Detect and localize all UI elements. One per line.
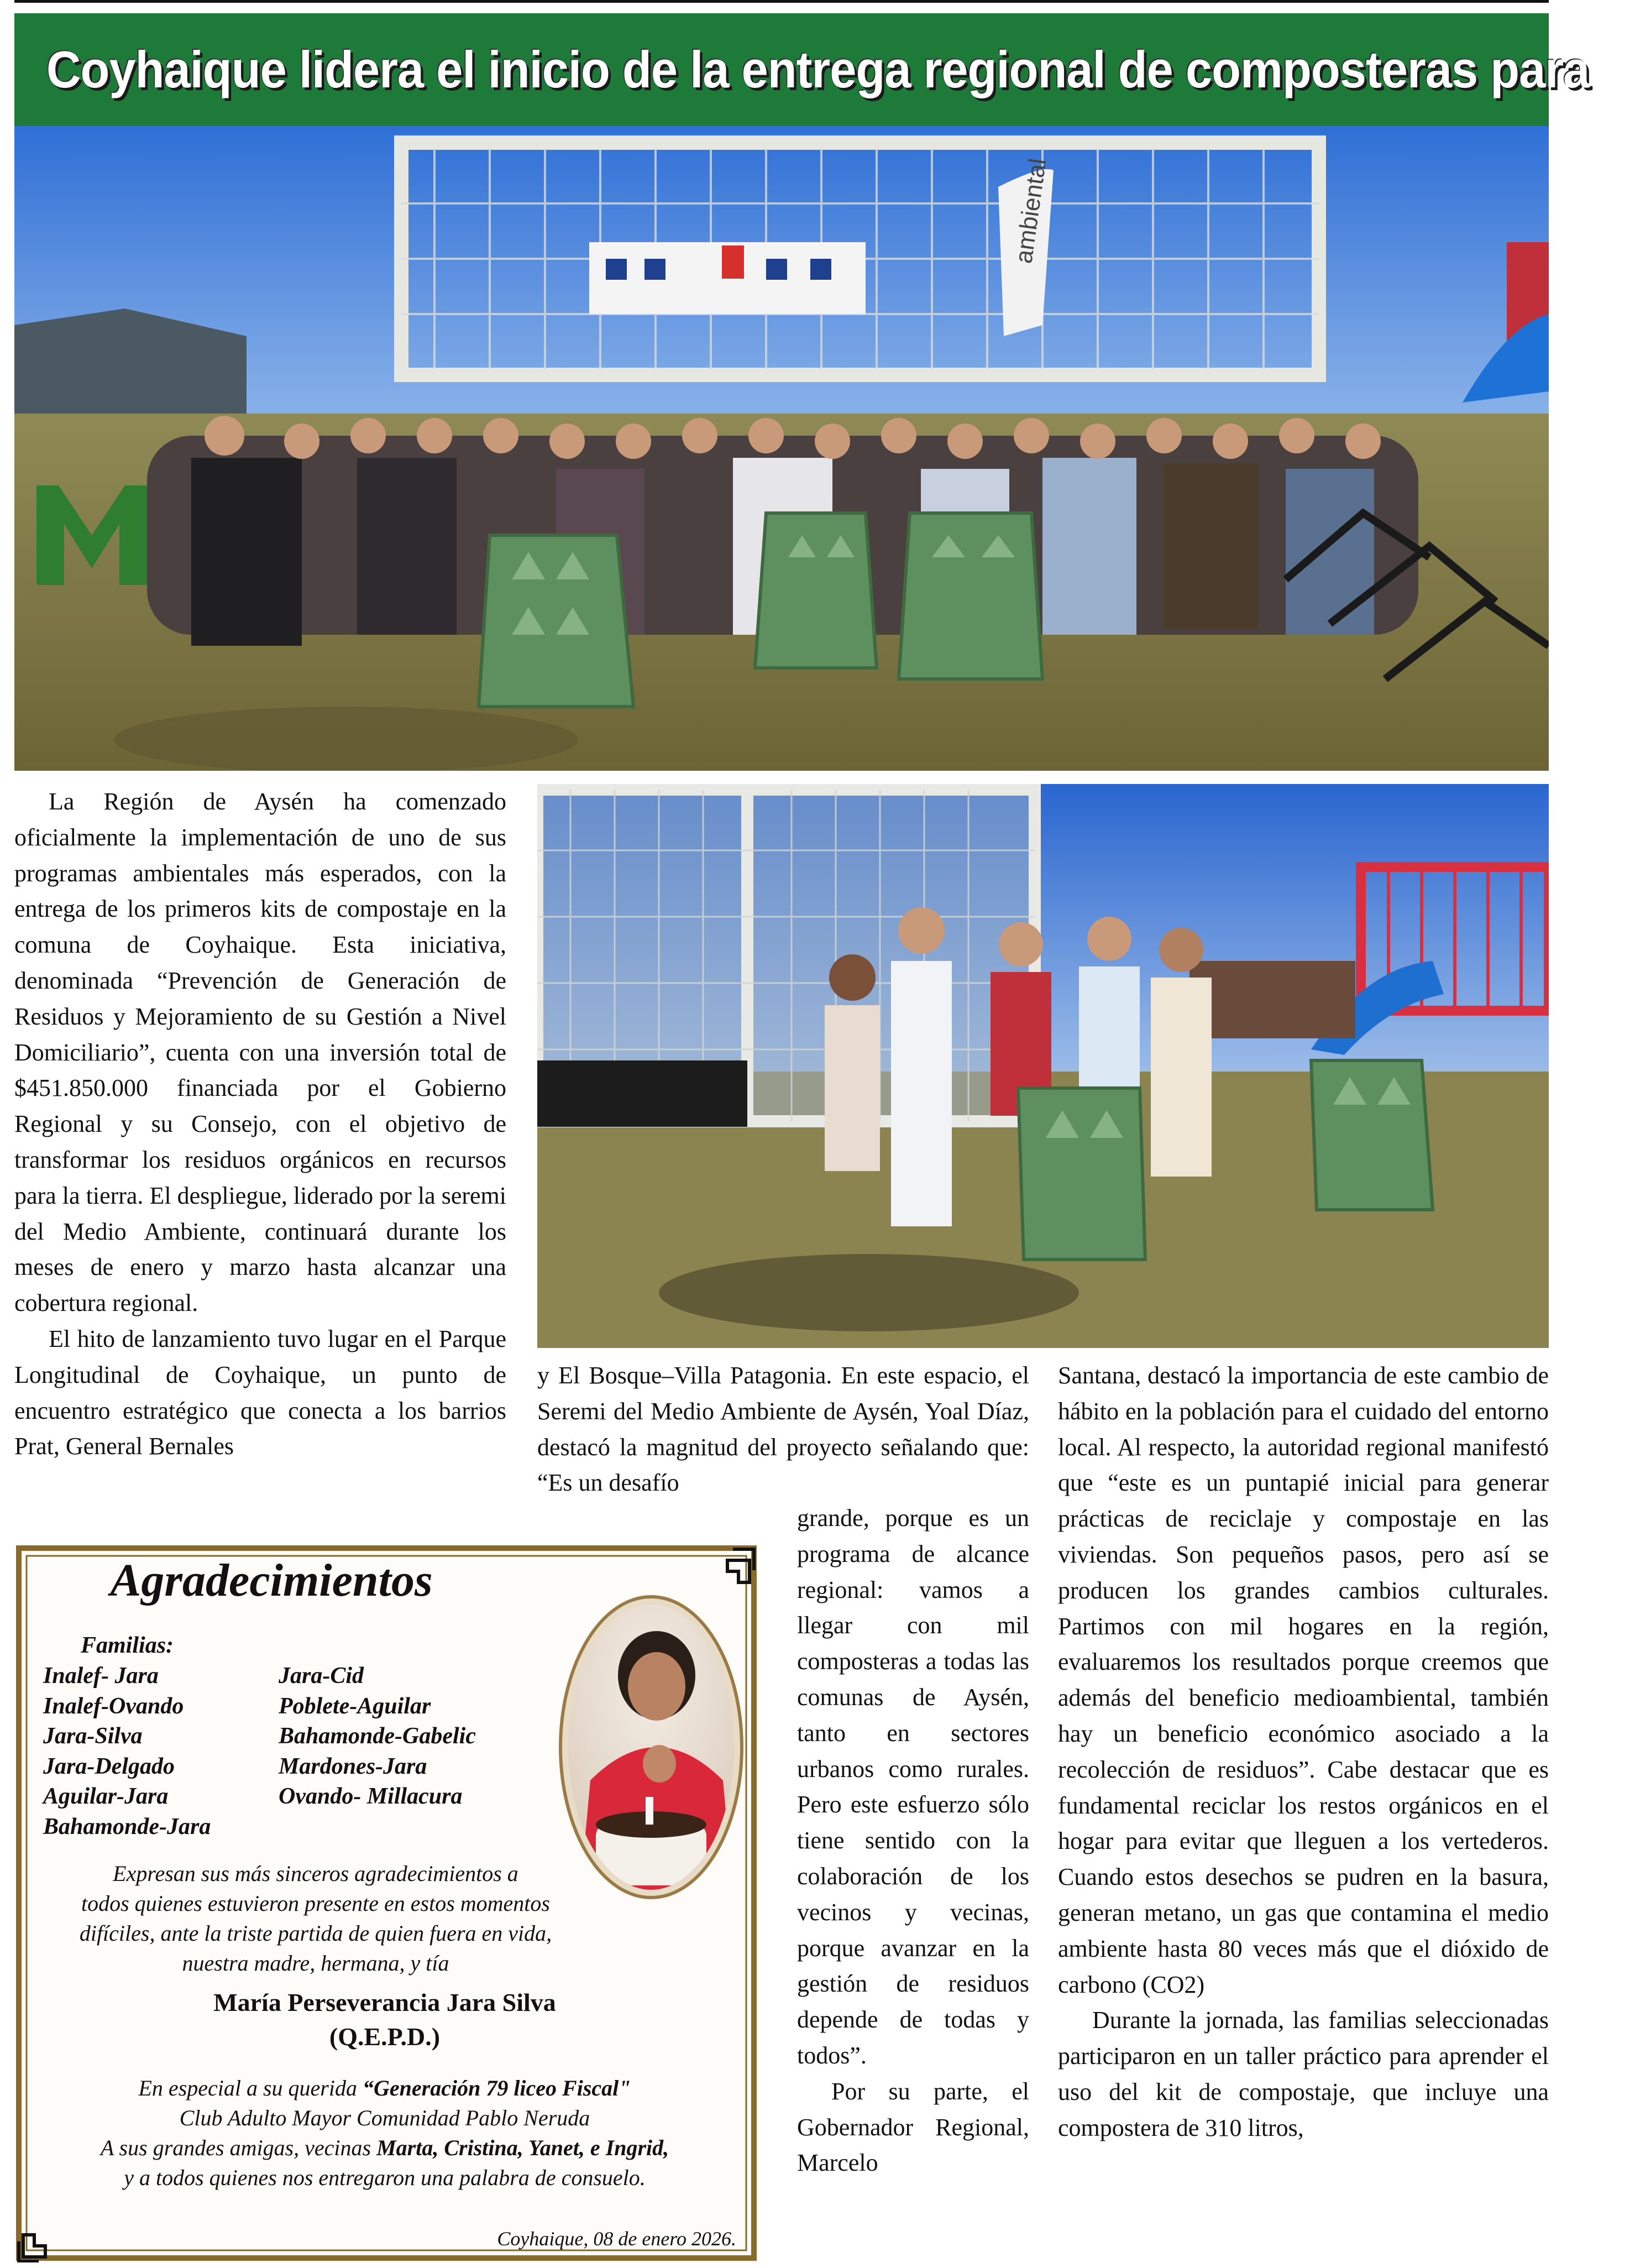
special-line: Club Adulto Mayor Comunidad Pablo Neruda [179,2105,590,2130]
thanks-line: difíciles, ante la triste partida de quien fuera en vida, [79,1921,552,1946]
family-name: Inalef-Ovando [43,1693,184,1719]
group-name: “Generación 79 liceo Fiscal" [363,2076,631,2100]
article-paragraph: y El Bosque–Villa Patagonia. En este espacio, el Seremi del Medio Ambiente de Aysén, Yoal Díaz, destacó la magnitud del proyecto señalando que: “Es un desafío [537,1362,1029,1497]
family-name: Poblete-Aguilar [279,1693,431,1719]
special-thanks [36,2073,733,2193]
group-photo [14,126,1549,771]
deceased-name: María Perseverancia Jara Silva [213,1988,556,2016]
family-name: Inalef- Jara [43,1663,159,1689]
special-line [36,2073,733,2103]
top-rule [14,0,1549,3]
thanks-text [36,1859,595,1978]
article-column-3 [1058,1358,1549,2146]
article-column-2-top [537,1358,1029,1501]
family-name: Jara-Cid [279,1663,364,1689]
family-name: Jara-Delgado [43,1753,175,1779]
qepd: (Q.E.P.D.) [329,2023,441,2051]
article-paragraph: Durante la jornada, las familias seleccionadas participaron en un taller práctico para aprender el uso del kit de compostaje, que incluye una compostera de 310 litros, [1058,2006,1549,2141]
article-paragraph: Santana, destacó la importancia de este cambio de hábito en la población para el cuidado del entorno local. Al respecto, la autoridad regional manifestó que “este es un puntapié inicial para generar prácticas de reciclaje y compostaje en las viviendas. Son pequeños pasos, pero así se producen los grandes cambios culturales. Partimos con mil hogares en la región, evaluaremos los resultados porque creemos que además del beneficio medioambiental, también hay un beneficio económico asociado a la recolección de residuos”. Cabe destacar que es fundamental reciclar los restos orgánicos en el hogar para evitar que lleguen a los vertederos. Cuando estos desechos se pudren en la basura, generan metano, un gas que contamina el medio ambiente hasta 80 veces más que el dióxido de carbono (CO2) [1058,1362,1549,1998]
family-name: Bahamonde-Gabelic [279,1723,476,1749]
families-list-a [43,1661,211,1842]
family-name: Ovando- Millacura [279,1784,463,1809]
article-column-1 [14,784,506,1465]
article-paragraph: grande, porque es un programa de alcance regional: vamos a llegar con mil composteras a todas las comunas de Aysén, tanto en sectores urbanos como rurales. Pero este esfuerzo sólo tiene sentido con la colaboración de los vecinos y vecinas, porque avanzar en la gestión de residuos depende de todas y todos”. [797,1504,1029,2069]
family-name: Aguilar-Jara [43,1784,169,1809]
article-column-2-narrow [797,1501,1029,2181]
article-paragraph: El hito de lanzamiento tuvo lugar en el Parque Longitudinal de Coyhaique, un punto de encuentro estratégico que conecta a los barrios Prat, General Bernales [14,1325,506,1460]
family-name: Mardones-Jara [279,1753,427,1779]
special-line-text: A sus grandes amigas, vecinas [100,2135,377,2160]
officials-photo [537,784,1549,1348]
thanks-notice [14,1544,758,2262]
notice-title: Agradecimientos [110,1555,433,1606]
family-name: Jara-Silva [43,1723,143,1749]
special-line: y a todos quienes nos entregaron una palabra de consuelo. [124,2165,646,2190]
thanks-line: nuestra madre, hermana, y tía [182,1951,449,1976]
special-line [36,2133,733,2163]
headline: Coyhaique lidera el inicio de la entrega regional de composteras para [46,40,1590,98]
memorial-portrait [557,1592,745,1902]
banner-text: ambiental [1010,156,1052,265]
families-label: Familias: [81,1633,174,1658]
special-line-text: En especial a su querida [138,2076,363,2100]
family-name: Bahamonde-Jara [43,1814,211,1840]
friends-names: Marta, Cristina, Yanet, e Ingrid, [376,2135,669,2160]
headline-banner [14,13,1590,126]
article-paragraph: Por su parte, el Gobernador Regional, Marcelo [797,2077,1029,2177]
families-list-b [279,1661,476,1812]
thanks-line: Expresan sus más sinceros agradecimientos a [113,1861,518,1886]
article-paragraph: La Región de Aysén ha comenzado oficialmente la implementación de uno de sus programas ambientales más esperados, con la entrega de los primeros kits de compostaje en la comuna de Coyhaique. Esta iniciativa, denominada “Prevención de Generación de Residuos y Mejoramiento de su Gestión a Nivel Domiciliario”, cuenta con una inversión total de $451.850.000 financiada por el Gobierno Regional y su Consejo, con el objetivo de transformar los residuos orgánicos en recursos para la tierra. El despliegue, liderado por la seremi del Medio Ambiente, continuará durante los meses de enero y marzo hasta alcanzar una cobertura regional. [14,788,506,1317]
notice-signoff: Coyhaique, 08 de enero 2026. [497,2228,736,2250]
thanks-line: todos quienes estuvieron presente en estos momentos [81,1891,550,1916]
